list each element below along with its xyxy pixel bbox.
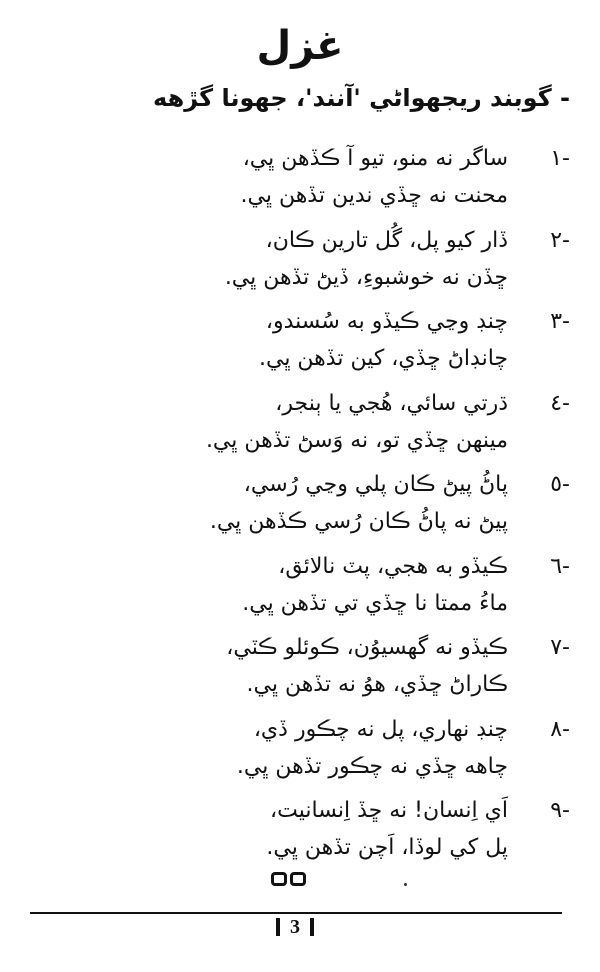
verse-2 [90,222,570,304]
verse-line-1: چنڊ وڃي ڪيڏو به سُسندو، [265,309,508,334]
author-line: - گوبند ريجهواڻي 'آنند'، جهونا گڙهه [153,84,570,112]
page-number-bar-left [276,918,280,936]
verse-text [178,629,508,703]
verse-line-1: ساگر نه منو، تيو آ ڪڏهن ڀي، [242,146,508,171]
verse-number: -٦ [550,553,570,579]
verse-number: -٤ [550,390,570,416]
verse-number: -٣ [550,309,570,334]
verse-8 [90,711,570,793]
ornament-box-right [290,872,306,886]
verse-number: -٨ [550,716,570,742]
verse-line-1: چنڊ نهاري، پل نه چڪور ڏي، [253,716,508,742]
poem-title: غزل [256,23,344,69]
end-ornament [271,872,306,886]
verse-line-1: ڏار کيو پل، گُل تارين ڪان، [265,227,508,253]
verse-number: -٢ [550,227,570,253]
verse-7 [90,629,570,711]
verse-line-2: محنت نه ڇڏي ندين تڏهن ڀي. [240,183,508,208]
verse-9 [90,792,570,874]
ornament-box-left [271,872,287,886]
verse-line-1: ڪيڏو به هجي، پٽ نالائق، [278,553,508,579]
verse-line-2: پيڻ نه پاڻُ ڪان رُسي ڪڏهن ڀي. [209,509,508,534]
verse-text [178,711,508,785]
page-number-bar-right [310,918,314,936]
verse-text [178,385,508,459]
verse-1 [90,140,570,222]
verse-text [178,140,508,214]
verse-line-1: پاڻُ پيڻ ڪان پلي وڃي رُسي، [243,472,508,497]
verse-line-1: ڌرتي سائي، هُجي يا ٻنجر، [275,390,508,416]
verse-number: -٥ [550,472,570,497]
verse-line-2: ماءُ ممتا نا ڇڏي تي تڏهن ڀي. [242,590,508,616]
stray-dot [404,883,407,886]
verse-text [178,548,508,622]
verse-text [178,466,508,540]
verse-text [178,222,508,296]
verse-number: -٩ [550,798,570,823]
verse-line-2: چانڊاڻ ڇڏي، کين تڏهن ڀي. [258,346,508,371]
verse-list [90,140,570,874]
verse-line-2: ڪاراڻ ڇڏي، هوُ نه تڏهن ڀي. [246,672,508,697]
page-number [260,914,330,940]
verse-line-2: پل کي لوڏا، اَچن تڏهن ڀي. [266,835,508,860]
verse-6 [90,548,570,630]
verse-line-1: ڪيڏو نه گهسيوُن، ڪوئلو ڪٽي، [226,635,508,660]
verse-5 [90,466,570,548]
verse-text [178,303,508,377]
verse-4 [90,385,570,467]
verse-line-2: ڇڏن نه خوشبوءِ، ڏيڻ تڏهن ڀي. [224,264,508,290]
verse-line-1: اَي اِنسان! نه ڇڏ اِنسانيت، [270,798,508,823]
verse-number: -١ [550,146,570,171]
verse-number: -٧ [550,635,570,660]
page-number-value: 3 [290,915,300,938]
verse-line-2: مينهن ڇڏي تو، نه وَسڻ تڏهن ڀي. [205,427,508,453]
verse-line-2: چاهه ڇڏي نه چڪور تڏهن ڀي. [236,753,508,779]
verse-3 [90,303,570,385]
verse-text [178,792,508,866]
